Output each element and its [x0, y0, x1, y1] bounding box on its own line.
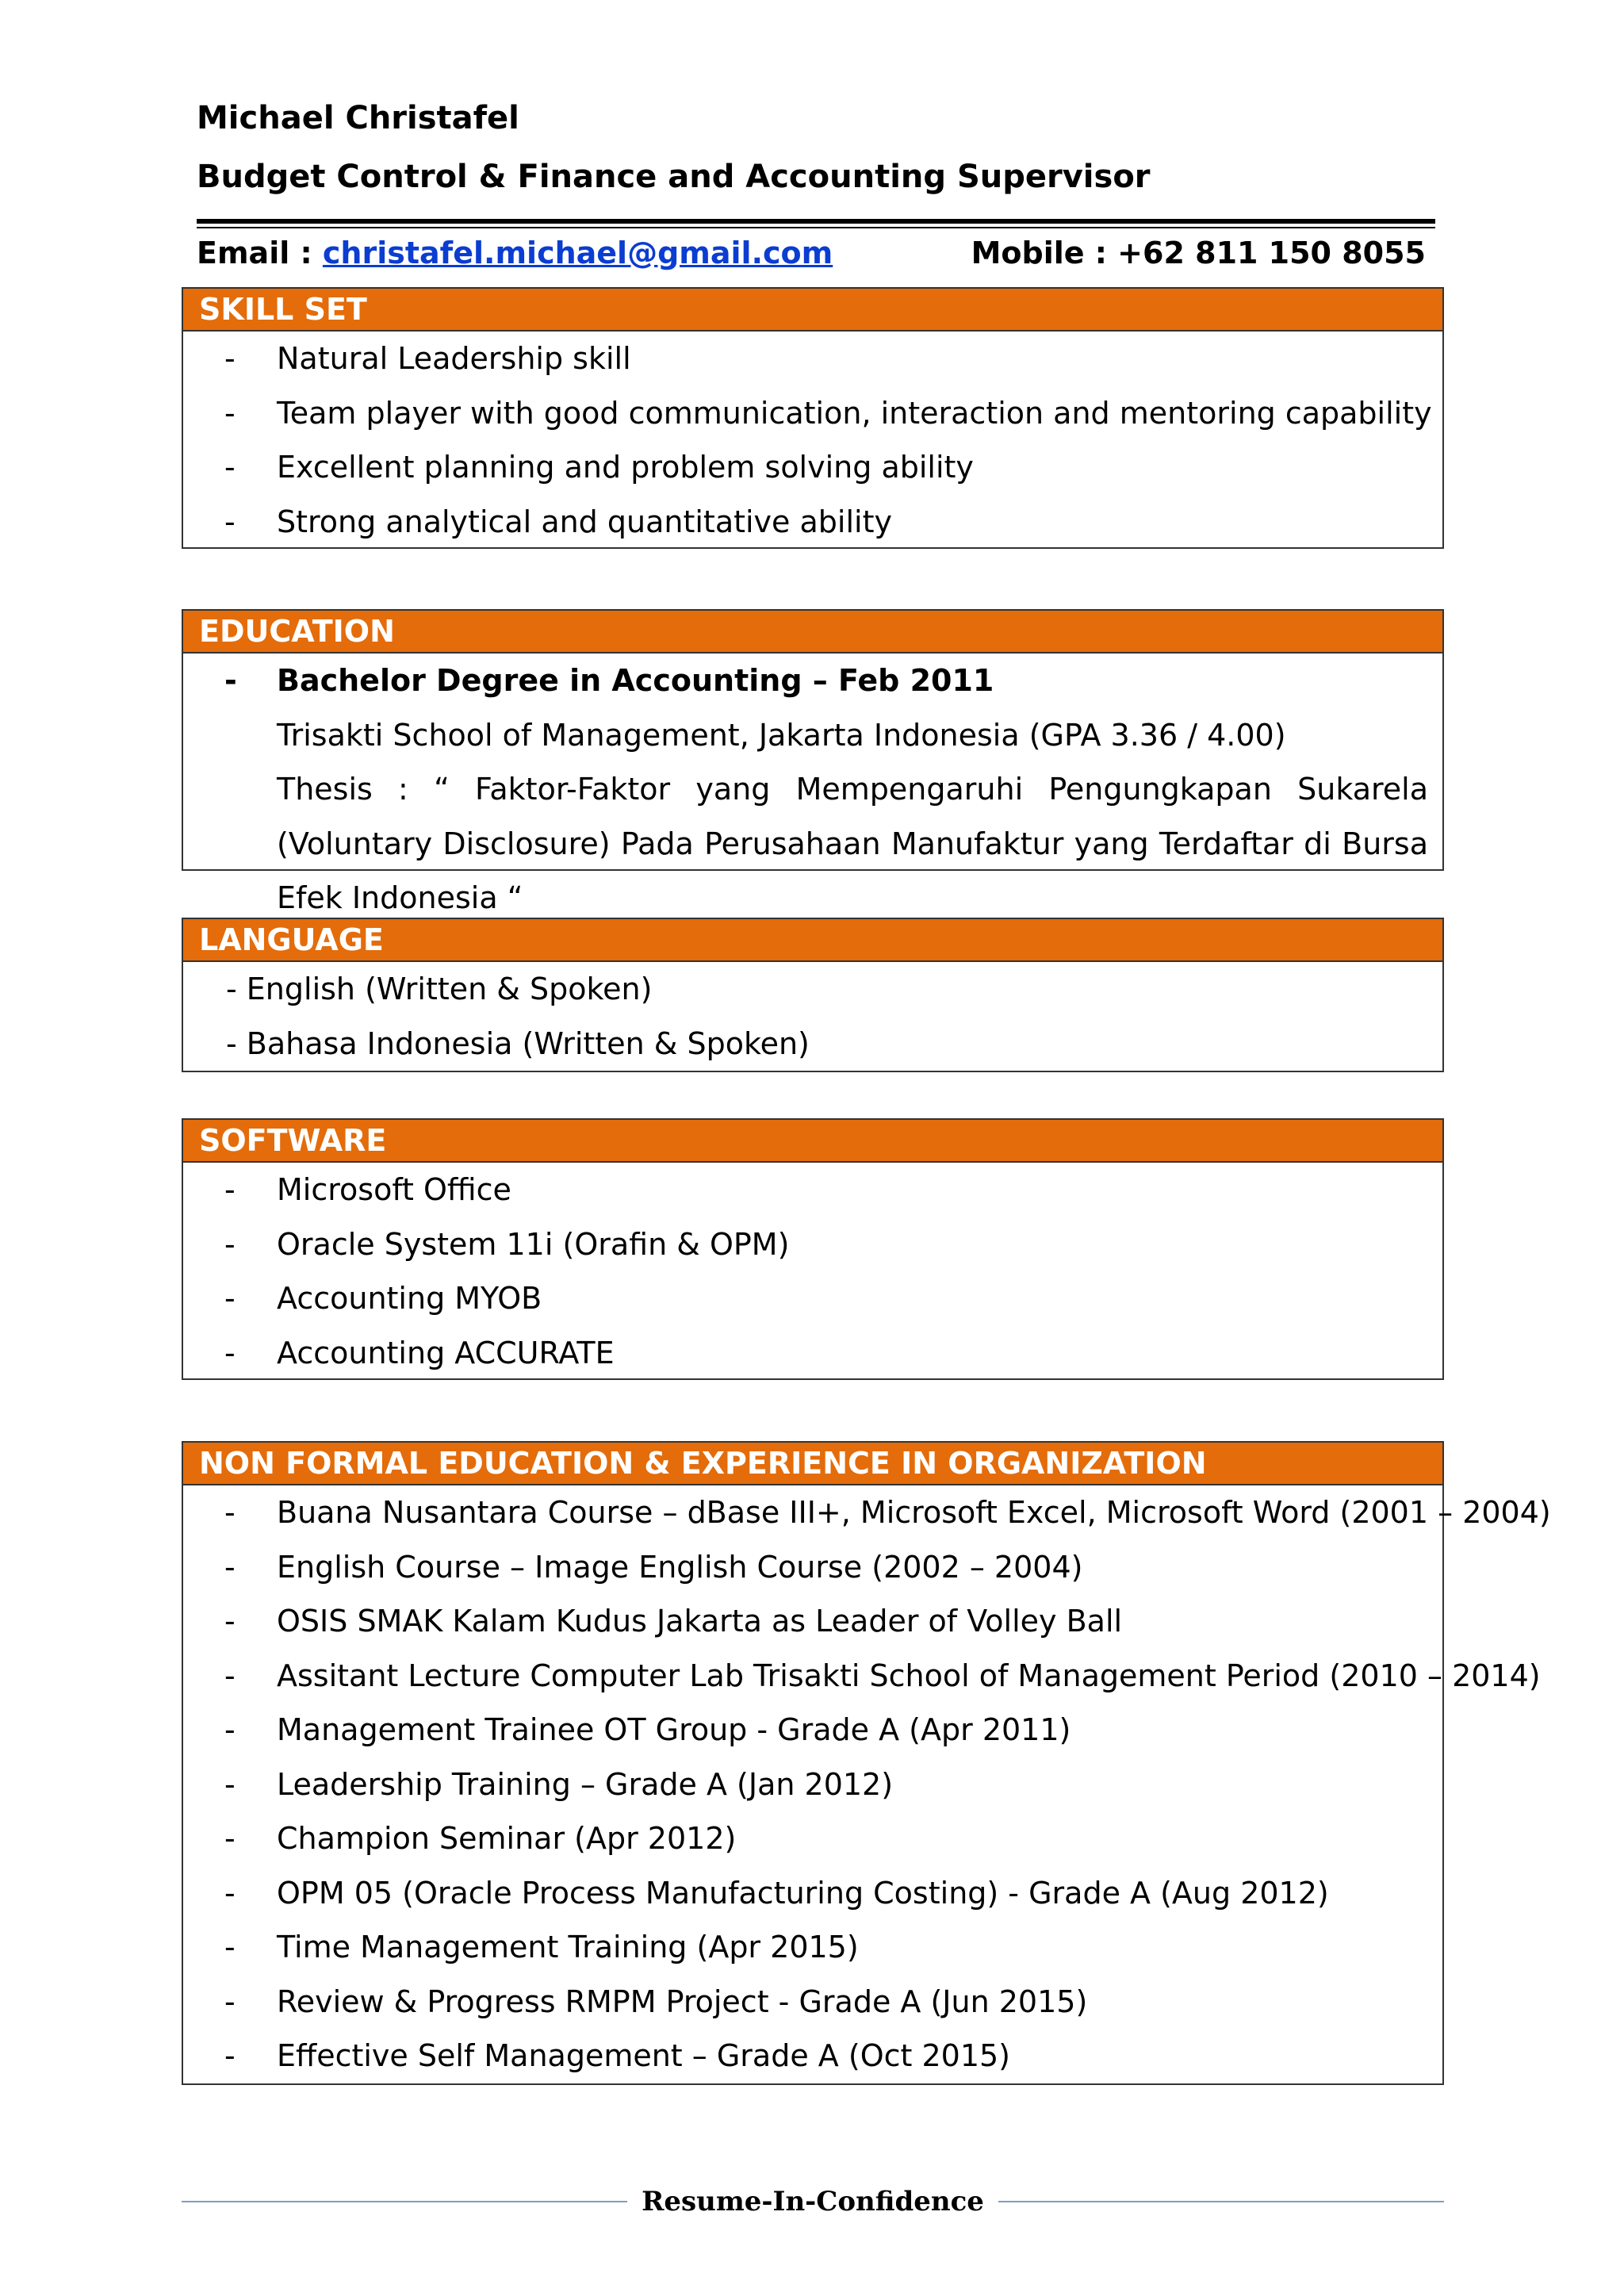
bullet-dash: -: [224, 395, 236, 431]
experience-list: [183, 1485, 1551, 2083]
bullet-dash: -: [224, 1604, 236, 1639]
bullet-dash: -: [224, 341, 236, 376]
bullet-dash: -: [224, 1495, 236, 1530]
list-item-text: Effective Self Management – Grade A (Oct 2015): [277, 2038, 1011, 2073]
thesis-title: Thesis : “ Faktor-Faktor yang Mempengaruhi Pengungkapan Sukarela (Voluntary Disclosure) Pada Perusahaan Manufaktur yang Terdaftar di Bursa Efek Indonesia “: [277, 772, 1428, 915]
school-name: Trisakti School of Management, Jakarta Indonesia (GPA 3.36 / 4.00): [277, 717, 1286, 753]
list-item: [183, 1920, 1442, 1975]
list-item-text: Team player with good communication, interaction and mentoring capability: [277, 395, 1432, 431]
bullet-dash: -: [224, 504, 236, 539]
bullet-dash: -: [224, 1984, 236, 2019]
section-heading: SKILL SET: [183, 289, 1442, 332]
list-item-text: Management Trainee OT Group - Grade A (Apr 2011): [277, 1712, 1071, 1747]
list-item-text: OPM 05 (Oracle Process Manufacturing Costing) - Grade A (Aug 2012): [277, 1875, 1329, 1911]
list-item: [183, 962, 1442, 1017]
email-label: Email :: [197, 236, 323, 270]
list-item: [183, 1217, 1442, 1272]
candidate-name: Michael Christafel: [197, 100, 519, 136]
header-divider: [197, 219, 1435, 224]
bullet-dash: -: [224, 1766, 236, 1802]
header-divider-thin: [197, 227, 1435, 228]
email-link[interactable]: christafel.michael@gmail.com: [322, 236, 833, 270]
bullet-dash: -: [224, 1281, 236, 1316]
list-item: [183, 386, 1442, 441]
list-item-text: Assitant Lecture Computer Lab Trisakti School of Management Period (2010 – 2014): [277, 1658, 1541, 1693]
list-item: [183, 1703, 1442, 1757]
list-item: [183, 1017, 1442, 1071]
list-item-text: Excellent planning and problem solving ability: [277, 450, 974, 485]
software-section: [182, 1118, 1444, 1380]
list-item: [183, 1485, 1551, 1540]
list-item: [183, 1866, 1442, 1921]
list-item: [183, 1163, 1442, 1217]
list-item: [183, 440, 1442, 495]
list-item: [183, 1540, 1442, 1595]
bullet-dash: -: [224, 450, 236, 485]
non-formal-education-section: [182, 1441, 1551, 2085]
software-list: [183, 1163, 1442, 1380]
section-heading: EDUCATION: [183, 611, 1442, 654]
list-item-text: Buana Nusantara Course – dBase III+, Microsoft Excel, Microsoft Word (2001 – 2004): [277, 1495, 1551, 1530]
language-section: [182, 918, 1444, 1072]
list-item-text: - Bahasa Indonesia (Written & Spoken): [226, 1025, 810, 1061]
bullet-dash: -: [224, 663, 237, 698]
skill-set-section: [182, 287, 1444, 549]
bullet-dash: -: [224, 1658, 236, 1693]
list-item: [183, 1649, 1541, 1704]
list-item-text: English Course – Image English Course (2002 – 2004): [277, 1549, 1083, 1585]
list-item-text: Champion Seminar (Apr 2012): [277, 1821, 737, 1856]
list-item: [183, 1271, 1442, 1326]
list-item-text: Accounting MYOB: [277, 1281, 542, 1316]
list-item: [183, 2029, 1442, 2083]
job-title: Budget Control & Finance and Accounting Supervisor: [197, 159, 1151, 195]
email-line: [197, 233, 833, 273]
page-footer: [182, 2179, 1444, 2224]
bullet-dash: -: [224, 1549, 236, 1585]
section-heading: SOFTWARE: [183, 1120, 1442, 1163]
list-item: [183, 495, 1442, 550]
list-item-text: Leadership Training – Grade A (Jan 2012): [277, 1766, 894, 1802]
mobile-number: Mobile : +62 811 150 8055: [971, 236, 1426, 270]
skill-list: [183, 332, 1442, 549]
section-heading: LANGUAGE: [183, 919, 1442, 962]
degree-item: [183, 654, 1442, 708]
bullet-dash: -: [224, 1930, 236, 1964]
list-item-text: Microsoft Office: [277, 1172, 511, 1207]
language-list: [183, 962, 1442, 1071]
list-item-text: Time Management Training (Apr 2015): [277, 1930, 859, 1964]
footer-rule-right: [998, 2201, 1444, 2202]
degree-title: Bachelor Degree in Accounting – Feb 2011: [277, 663, 994, 698]
contact-line: [197, 233, 1426, 273]
list-item-text: - English (Written & Spoken): [226, 972, 653, 1006]
bullet-dash: -: [224, 2038, 236, 2073]
list-item-text: Strong analytical and quantitative ability: [277, 504, 892, 539]
list-item: [183, 332, 1442, 386]
list-item: [183, 1594, 1442, 1649]
education-body: [183, 654, 1442, 926]
list-item-text: Natural Leadership skill: [277, 341, 631, 376]
list-item-text: OSIS SMAK Kalam Kudus Jakarta as Leader of Volley Ball: [277, 1604, 1123, 1639]
bullet-dash: -: [224, 1712, 236, 1747]
list-item: [183, 1975, 1442, 2030]
section-heading: NON FORMAL EDUCATION & EXPERIENCE IN ORGANIZATION: [183, 1443, 1442, 1485]
list-item: [183, 1811, 1442, 1866]
footer-rule-left: [182, 2201, 627, 2202]
bullet-dash: -: [224, 1335, 236, 1370]
list-item: [183, 1326, 1442, 1381]
bullet-dash: -: [224, 1172, 236, 1207]
bullet-dash: -: [224, 1226, 236, 1262]
list-item-text: Oracle System 11i (Orafin & OPM): [277, 1226, 790, 1262]
list-item-text: Accounting ACCURATE: [277, 1335, 615, 1370]
bullet-dash: -: [224, 1875, 236, 1911]
list-item-text: Review & Progress RMPM Project - Grade A (Jun 2015): [277, 1984, 1088, 2019]
footer-text: Resume-In-Confidence: [642, 2186, 984, 2217]
bullet-dash: -: [224, 1821, 236, 1856]
list-item: [183, 1757, 1442, 1812]
education-section: [182, 609, 1444, 915]
